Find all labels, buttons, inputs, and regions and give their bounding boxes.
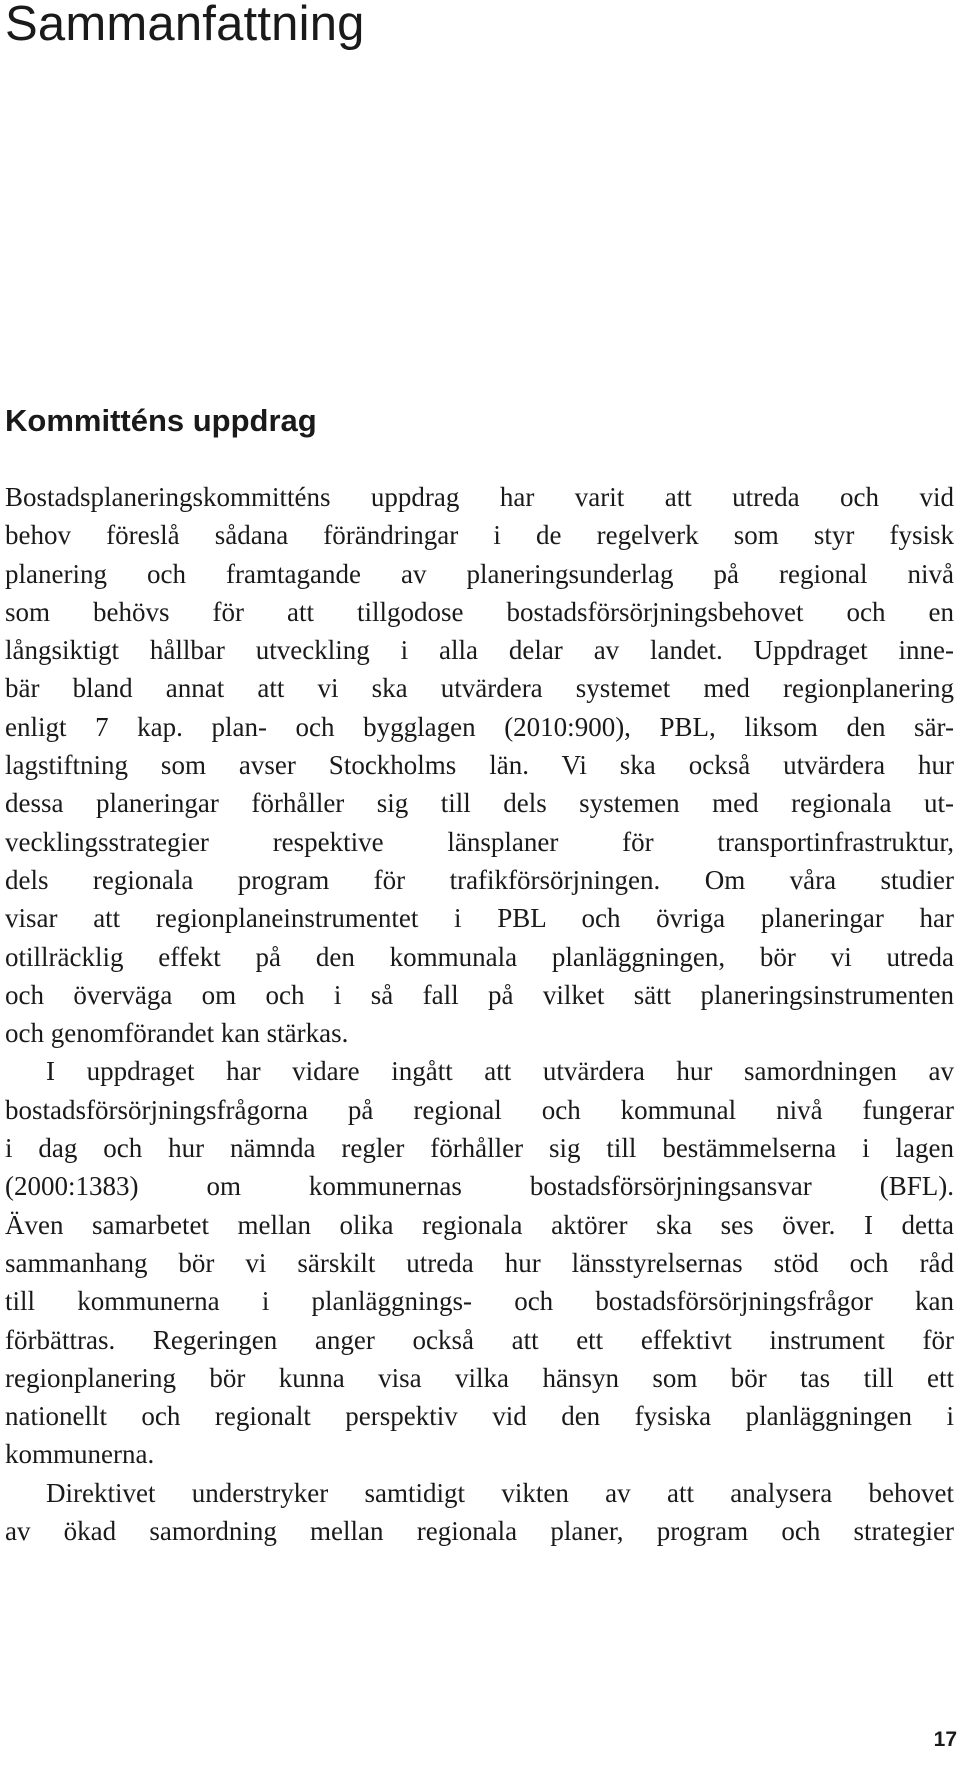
- text-line: I uppdraget har vidare ingått att utvärdera hur samordningen av: [46, 1056, 954, 1087]
- text-line: dessa planeringar förhåller sig till dels systemen med regionala ut-: [5, 788, 954, 819]
- text-line: (2000:1383) om kommunernas bostadsförsörjningsansvar (BFL).: [5, 1171, 954, 1202]
- paragraph-2: [5, 1052, 954, 1473]
- text-line: behov föreslå sådana förändringar i de regelverk som styr fysisk: [5, 520, 954, 551]
- page-title: Sammanfattning: [5, 0, 365, 51]
- text-line: och genomförandet kan stärkas.: [5, 1018, 349, 1049]
- text-line: enligt 7 kap. plan- och bygglagen (2010:900), PBL, liksom den sär-: [5, 711, 954, 742]
- text-line: dels regionala program för trafikförsörjningen. Om våra studier: [5, 864, 954, 895]
- text-line: bostadsförsörjningsfrågorna på regional och kommunal nivå fungerar: [5, 1094, 954, 1125]
- text-line: vecklingsstrategier respektive länsplaner för transportinfrastruktur,: [5, 826, 954, 857]
- text-line: otillräcklig effekt på den kommunala planläggningen, bör vi utreda: [5, 941, 954, 972]
- text-line: till kommunerna i planläggnings- och bostadsförsörjningsfrågor kan: [5, 1286, 954, 1317]
- page-number: 17: [933, 1728, 957, 1751]
- text-line: i dag och hur nämnda regler förhåller sig till bestämmelserna i lagen: [5, 1133, 954, 1164]
- text-line: visar att regionplaneinstrumentet i PBL och övriga planeringar har: [5, 903, 954, 934]
- section-heading: Kommitténs uppdrag: [5, 403, 317, 438]
- text-line: och överväga om och i så fall på vilket sätt planeringsinstrumenten: [5, 979, 954, 1010]
- text-line: Bostadsplaneringskommitténs uppdrag har varit att utreda och vid: [5, 482, 954, 512]
- text-line: sammanhang bör vi särskilt utreda hur länsstyrelsernas stöd och råd: [5, 1247, 954, 1278]
- text-line: bär bland annat att vi ska utvärdera systemet med regionplanering: [5, 673, 954, 704]
- paragraph-1: [5, 478, 954, 1052]
- text-line: nationellt och regionalt perspektiv vid den fysiska planläggningen i: [5, 1401, 954, 1432]
- text-line: kommunerna.: [5, 1439, 155, 1470]
- text-line: Även samarbetet mellan olika regionala aktörer ska ses över. I detta: [5, 1209, 954, 1240]
- text-line: regionplanering bör kunna visa vilka hänsyn som bör tas till ett: [5, 1362, 954, 1393]
- text-line: Direktivet understryker samtidigt vikten av att analysera behovet: [46, 1477, 954, 1508]
- paragraph-3: [5, 1474, 954, 1551]
- text-line: förbättras. Regeringen anger också att ett effektivt instrument för: [5, 1324, 954, 1355]
- text-line: planering och framtagande av planeringsunderlag på regional nivå: [5, 558, 954, 589]
- text-line: som behövs för att tillgodose bostadsförsörjningsbehovet och en: [5, 596, 954, 627]
- text-line: av ökad samordning mellan regionala planer, program och strategier: [5, 1516, 954, 1547]
- body-text: [5, 478, 954, 1550]
- text-line: lagstiftning som avser Stockholms län. Vi ska också utvärdera hur: [5, 750, 954, 781]
- text-line: långsiktigt hållbar utveckling i alla delar av landet. Uppdraget inne-: [5, 635, 954, 666]
